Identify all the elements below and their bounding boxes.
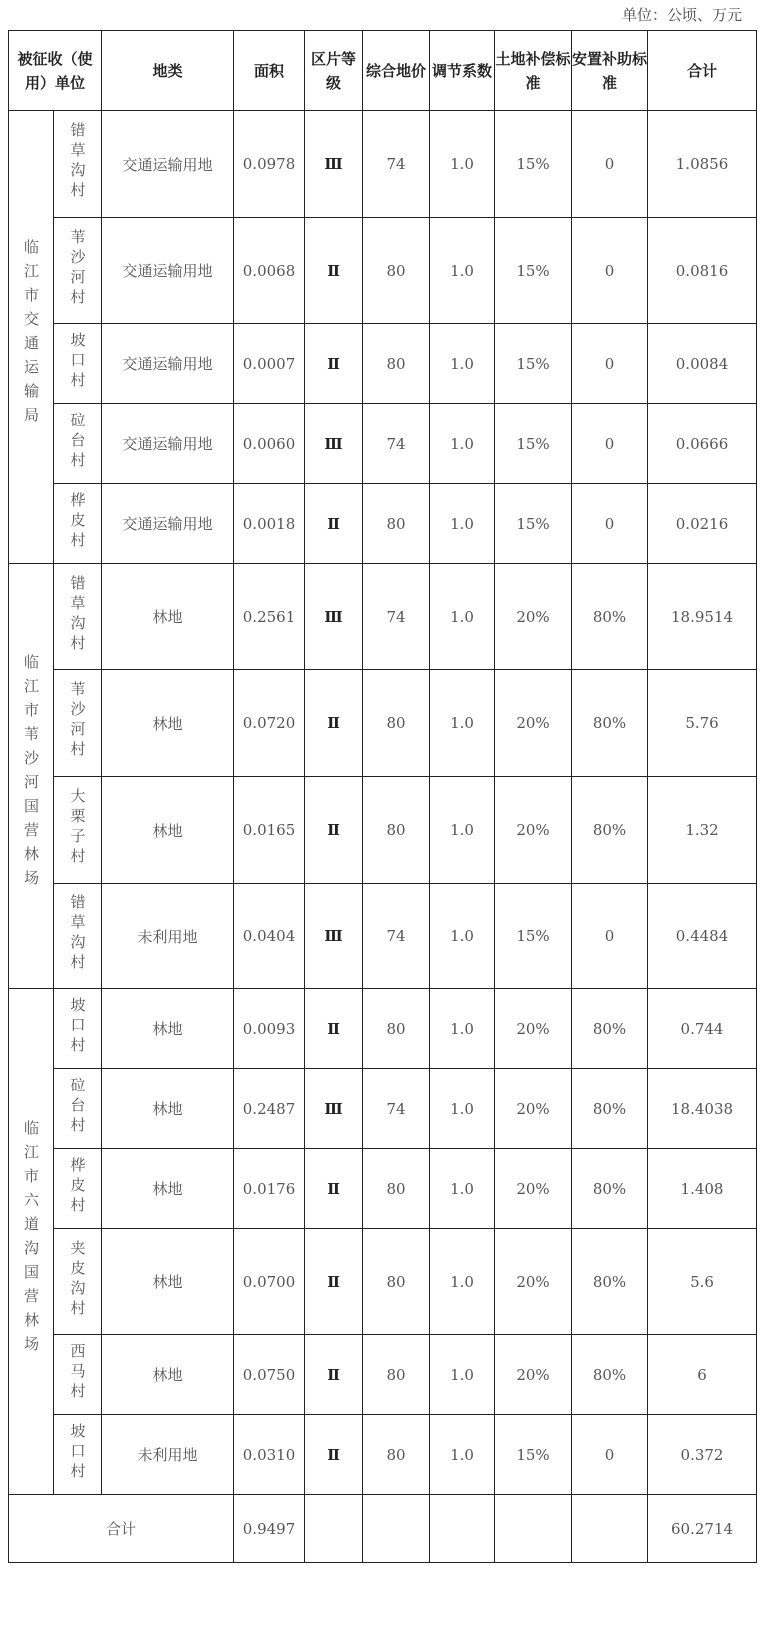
village-name: 错草沟村: [68, 122, 87, 202]
table-row: [9, 1069, 757, 1149]
resettle-cell: 80%: [572, 670, 648, 777]
footer-empty-cell: [363, 1495, 430, 1563]
land-comp-cell: 15%: [495, 884, 572, 989]
grade-cell: Ⅱ: [305, 1229, 363, 1335]
footer-label: 合计: [9, 1495, 234, 1563]
price-cell: 80: [363, 670, 430, 777]
land-type-cell: 未利用地: [102, 1415, 234, 1495]
footer-row: [9, 1495, 757, 1563]
header-unit: 被征收（使用）单位: [9, 31, 102, 111]
table-row: [9, 111, 757, 218]
land-type-cell: 林地: [102, 670, 234, 777]
coef-cell: 1.0: [430, 218, 495, 324]
coef-cell: 1.0: [430, 324, 495, 404]
table-row: [9, 324, 757, 404]
area-cell: 0.0700: [234, 1229, 305, 1335]
grade-cell: Ⅱ: [305, 484, 363, 564]
total-cell: 1.408: [648, 1149, 757, 1229]
total-cell: 18.9514: [648, 564, 757, 670]
grade-cell: Ⅱ: [305, 324, 363, 404]
resettle-cell: 0: [572, 1415, 648, 1495]
grade-cell: Ⅲ: [305, 564, 363, 670]
total-cell: 0.0666: [648, 404, 757, 484]
grade-cell: Ⅱ: [305, 218, 363, 324]
area-cell: 0.0093: [234, 989, 305, 1069]
land-type-cell: 交通运输用地: [102, 324, 234, 404]
land-comp-cell: 20%: [495, 1229, 572, 1335]
coef-cell: 1.0: [430, 1229, 495, 1335]
land-comp-cell: 20%: [495, 564, 572, 670]
village-cell: [54, 111, 102, 218]
area-cell: 0.0750: [234, 1335, 305, 1415]
land-comp-cell: 15%: [495, 324, 572, 404]
table-row: [9, 218, 757, 324]
land-comp-cell: 15%: [495, 1415, 572, 1495]
area-cell: 0.0720: [234, 670, 305, 777]
village-name: 大栗子村: [68, 788, 87, 868]
table-row: [9, 1229, 757, 1335]
village-cell: [54, 404, 102, 484]
land-type-cell: 未利用地: [102, 884, 234, 989]
resettle-cell: 0: [572, 404, 648, 484]
unit-name: 临江市交通运输局: [22, 239, 40, 431]
price-cell: 80: [363, 777, 430, 884]
resettle-cell: 80%: [572, 777, 648, 884]
price-cell: 80: [363, 218, 430, 324]
footer-empty-cell: [305, 1495, 363, 1563]
village-name: 桦皮村: [68, 1156, 87, 1217]
grade-cell: Ⅱ: [305, 989, 363, 1069]
land-type-cell: 林地: [102, 1335, 234, 1415]
price-cell: 74: [363, 1069, 430, 1149]
area-cell: 0.0068: [234, 218, 305, 324]
grade-cell: Ⅲ: [305, 884, 363, 989]
table-row: [9, 989, 757, 1069]
table-row: [9, 484, 757, 564]
header-total: 合计: [648, 31, 757, 111]
header-resettle: 安置补助标准: [572, 31, 648, 111]
unit-name: 临江市苇沙河国营林场: [22, 654, 40, 894]
resettle-cell: 80%: [572, 1069, 648, 1149]
total-cell: 0.4484: [648, 884, 757, 989]
village-cell: [54, 1229, 102, 1335]
coef-cell: 1.0: [430, 404, 495, 484]
resettle-cell: 80%: [572, 1149, 648, 1229]
price-cell: 74: [363, 564, 430, 670]
grade-cell: Ⅲ: [305, 111, 363, 218]
area-cell: 0.0404: [234, 884, 305, 989]
resettle-cell: 80%: [572, 1229, 648, 1335]
total-cell: 0.0816: [648, 218, 757, 324]
total-cell: 0.744: [648, 989, 757, 1069]
price-cell: 74: [363, 884, 430, 989]
header-land-type: 地类: [102, 31, 234, 111]
footer-empty-cell: [572, 1495, 648, 1563]
resettle-cell: 80%: [572, 564, 648, 670]
total-cell: 5.6: [648, 1229, 757, 1335]
total-cell: 1.32: [648, 777, 757, 884]
land-type-cell: 林地: [102, 1149, 234, 1229]
grade-cell: Ⅲ: [305, 1069, 363, 1149]
price-cell: 80: [363, 989, 430, 1069]
village-name: 砬台村: [68, 411, 87, 472]
land-comp-cell: 20%: [495, 1149, 572, 1229]
price-cell: 80: [363, 1149, 430, 1229]
coef-cell: 1.0: [430, 111, 495, 218]
grade-cell: Ⅱ: [305, 777, 363, 884]
village-name: 坡口村: [68, 1422, 87, 1483]
unit-note: 单位：公顷、万元: [621, 6, 742, 24]
footer-total: 60.2714: [648, 1495, 757, 1563]
coef-cell: 1.0: [430, 1149, 495, 1229]
header-area: 面积: [234, 31, 305, 111]
land-comp-cell: 15%: [495, 111, 572, 218]
price-cell: 80: [363, 1229, 430, 1335]
grade-cell: Ⅱ: [305, 670, 363, 777]
total-cell: 6: [648, 1335, 757, 1415]
land-type-cell: 林地: [102, 777, 234, 884]
village-cell: [54, 1415, 102, 1495]
land-type-cell: 林地: [102, 1069, 234, 1149]
land-type-cell: 林地: [102, 1229, 234, 1335]
total-cell: 5.76: [648, 670, 757, 777]
village-name: 苇沙河村: [68, 228, 87, 309]
footer-empty-cell: [430, 1495, 495, 1563]
coef-cell: 1.0: [430, 484, 495, 564]
village-cell: [54, 564, 102, 670]
village-cell: [54, 670, 102, 777]
village-name: 错草沟村: [68, 894, 87, 974]
coef-cell: 1.0: [430, 777, 495, 884]
table-row: [9, 777, 757, 884]
area-cell: 0.2487: [234, 1069, 305, 1149]
total-cell: 0.0216: [648, 484, 757, 564]
total-cell: 1.0856: [648, 111, 757, 218]
village-cell: [54, 218, 102, 324]
header-price: 综合地价: [363, 31, 430, 111]
resettle-cell: 80%: [572, 1335, 648, 1415]
price-cell: 80: [363, 484, 430, 564]
grade-cell: Ⅱ: [305, 1335, 363, 1415]
compensation-table: [8, 30, 757, 1563]
area-cell: 0.0007: [234, 324, 305, 404]
table-row: [9, 564, 757, 670]
village-cell: [54, 324, 102, 404]
unit-name-cell: [9, 111, 54, 564]
land-type-cell: 林地: [102, 564, 234, 670]
land-comp-cell: 20%: [495, 1335, 572, 1415]
table-row: [9, 1335, 757, 1415]
footer-empty-cell: [495, 1495, 572, 1563]
area-cell: 0.0310: [234, 1415, 305, 1495]
land-comp-cell: 15%: [495, 218, 572, 324]
resettle-cell: 0: [572, 484, 648, 564]
area-cell: 0.0176: [234, 1149, 305, 1229]
price-cell: 74: [363, 404, 430, 484]
village-name: 西马村: [68, 1342, 87, 1403]
grade-cell: Ⅱ: [305, 1415, 363, 1495]
unit-name-cell: [9, 989, 54, 1495]
header-coef: 调节系数: [430, 31, 495, 111]
village-name: 错草沟村: [68, 574, 87, 655]
resettle-cell: 0: [572, 111, 648, 218]
village-cell: [54, 1335, 102, 1415]
village-cell: [54, 484, 102, 564]
header-row: [9, 31, 757, 111]
table-row: [9, 1415, 757, 1495]
land-comp-cell: 20%: [495, 777, 572, 884]
resettle-cell: 0: [572, 324, 648, 404]
total-cell: 0.0084: [648, 324, 757, 404]
price-cell: 80: [363, 324, 430, 404]
village-name: 夹皮沟村: [68, 1239, 87, 1320]
header-land-comp: 土地补偿标准: [495, 31, 572, 111]
village-cell: [54, 1149, 102, 1229]
coef-cell: 1.0: [430, 1415, 495, 1495]
land-comp-cell: 20%: [495, 989, 572, 1069]
village-name: 砬台村: [68, 1076, 87, 1137]
table-row: [9, 1149, 757, 1229]
grade-cell: Ⅱ: [305, 1149, 363, 1229]
land-comp-cell: 20%: [495, 1069, 572, 1149]
unit-name: 临江市六道沟国营林场: [22, 1119, 40, 1360]
total-cell: 0.372: [648, 1415, 757, 1495]
table-row: [9, 404, 757, 484]
village-cell: [54, 777, 102, 884]
unit-name-cell: [9, 564, 54, 989]
resettle-cell: 80%: [572, 989, 648, 1069]
price-cell: 74: [363, 111, 430, 218]
village-cell: [54, 989, 102, 1069]
land-type-cell: 林地: [102, 989, 234, 1069]
village-cell: [54, 884, 102, 989]
land-type-cell: 交通运输用地: [102, 484, 234, 564]
total-cell: 18.4038: [648, 1069, 757, 1149]
area-cell: 0.0165: [234, 777, 305, 884]
village-name: 桦皮村: [68, 491, 87, 552]
resettle-cell: 0: [572, 884, 648, 989]
village-name: 苇沙河村: [68, 681, 87, 761]
coef-cell: 1.0: [430, 989, 495, 1069]
coef-cell: 1.0: [430, 884, 495, 989]
land-comp-cell: 15%: [495, 484, 572, 564]
village-name: 坡口村: [68, 996, 87, 1057]
price-cell: 80: [363, 1415, 430, 1495]
coef-cell: 1.0: [430, 1335, 495, 1415]
land-type-cell: 交通运输用地: [102, 111, 234, 218]
coef-cell: 1.0: [430, 670, 495, 777]
land-type-cell: 交通运输用地: [102, 404, 234, 484]
area-cell: 0.2561: [234, 564, 305, 670]
resettle-cell: 0: [572, 218, 648, 324]
table-row: [9, 884, 757, 989]
village-name: 坡口村: [68, 331, 87, 392]
price-cell: 80: [363, 1335, 430, 1415]
area-cell: 0.0018: [234, 484, 305, 564]
land-comp-cell: 15%: [495, 404, 572, 484]
coef-cell: 1.0: [430, 564, 495, 670]
header-grade: 区片等级: [305, 31, 363, 111]
table-row: [9, 670, 757, 777]
area-cell: 0.0060: [234, 404, 305, 484]
land-type-cell: 交通运输用地: [102, 218, 234, 324]
land-comp-cell: 20%: [495, 670, 572, 777]
coef-cell: 1.0: [430, 1069, 495, 1149]
area-cell: 0.0978: [234, 111, 305, 218]
grade-cell: Ⅲ: [305, 404, 363, 484]
footer-area: 0.9497: [234, 1495, 305, 1563]
village-cell: [54, 1069, 102, 1149]
